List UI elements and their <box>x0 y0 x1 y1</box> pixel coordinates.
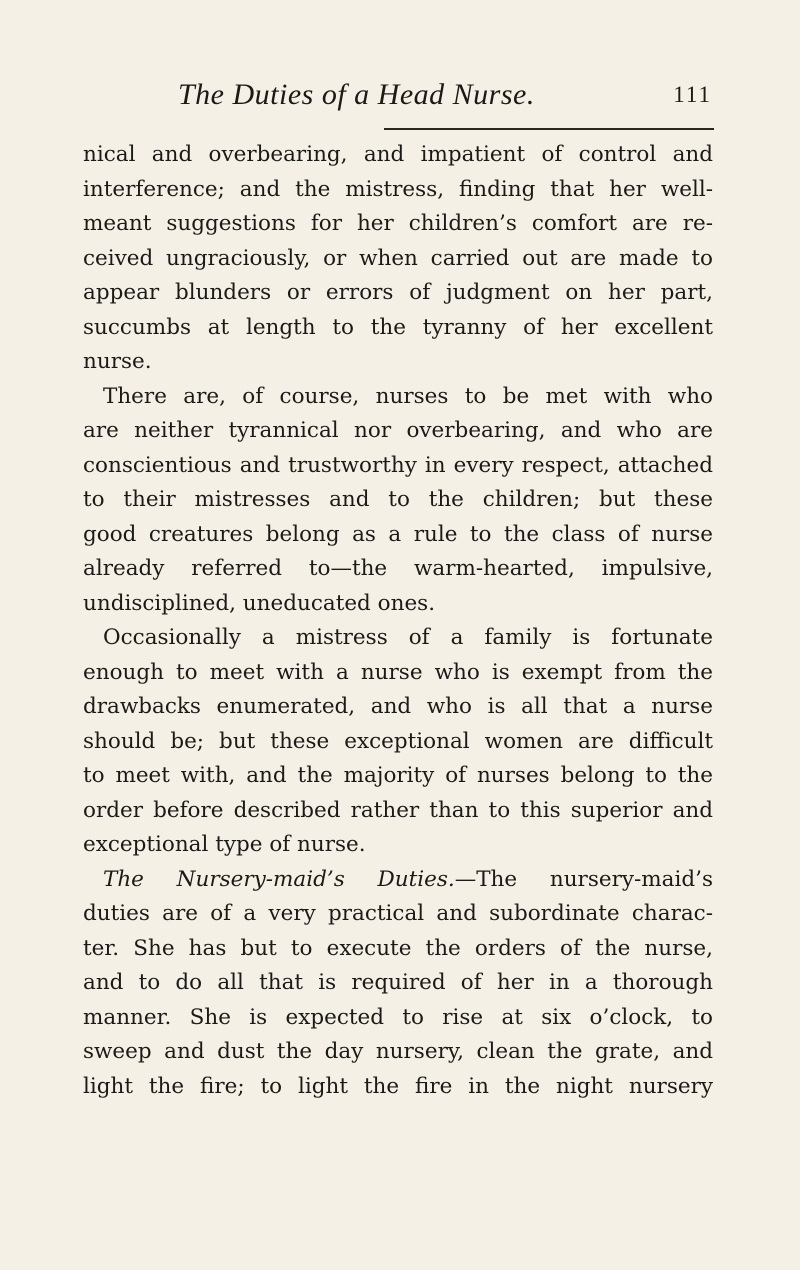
running-title: The Duties of a Head Nurse. <box>178 78 535 111</box>
text-line: enough to meet with a nurse who is exempt from the <box>83 659 713 685</box>
text-line: and to do all that is required of her in a thorough <box>83 970 713 995</box>
page-number: 111 <box>673 82 712 107</box>
header-rule <box>384 128 714 130</box>
text-line: conscientious and trustworthy in every respect, attached <box>83 452 713 478</box>
section-heading: The Nursery-maid’s Duties. <box>103 866 455 892</box>
text-line: nurse. <box>83 349 152 374</box>
text-line: should be; but these exceptional women are difficult <box>83 728 713 754</box>
text-line: undisciplined, uneducated ones. <box>83 590 436 616</box>
body-text <box>83 138 713 1104</box>
text-line: interference; and the mistress, finding that her well- <box>83 176 713 202</box>
text-line: exceptional type of nurse. <box>83 832 366 857</box>
text-line: good creatures belong as a rule to the class of nurse <box>83 521 713 547</box>
text-line: order before described rather than to this superior and <box>83 797 713 823</box>
text-line: drawbacks enumerated, and who is all that a nurse <box>83 694 713 719</box>
paragraph-start-line: Occasionally a mistress of a family is fortunate <box>103 625 713 650</box>
text-line: are neither tyrannical nor overbearing, and who are <box>83 418 713 443</box>
text-line: nical and overbearing, and impatient of control and <box>83 142 713 167</box>
text-line: duties are of a very practical and subordinate charac- <box>83 901 713 926</box>
text-line: sweep and dust the day nursery, clean the grate, and <box>83 1039 713 1064</box>
paragraph-start-line: There are, of course, nurses to be met with who <box>103 383 713 409</box>
text-line: meant suggestions for her children’s comfort are re- <box>83 211 713 236</box>
section-lead-text: —The nursery-maid’s <box>454 866 713 892</box>
running-head <box>178 78 712 118</box>
text-line: succumbs at length to the tyranny of her excellent <box>83 314 713 340</box>
text-line: manner. She is expected to rise at six o’clock, to <box>83 1004 713 1030</box>
section-start-line <box>83 863 713 898</box>
text-line: to their mistresses and to the children; but these <box>83 487 713 512</box>
text-line: already referred to—the warm-hearted, impulsive, <box>83 556 713 581</box>
text-line: to meet with, and the majority of nurses belong to the <box>83 763 713 788</box>
text-line: ter. She has but to execute the orders of the nurse, <box>83 935 713 961</box>
text-line: ceived ungraciously, or when carried out are made to <box>83 245 713 271</box>
text-line: light the fire; to light the fire in the night nursery <box>83 1073 713 1099</box>
text-line: appear blunders or errors of judgment on her part, <box>83 280 713 305</box>
